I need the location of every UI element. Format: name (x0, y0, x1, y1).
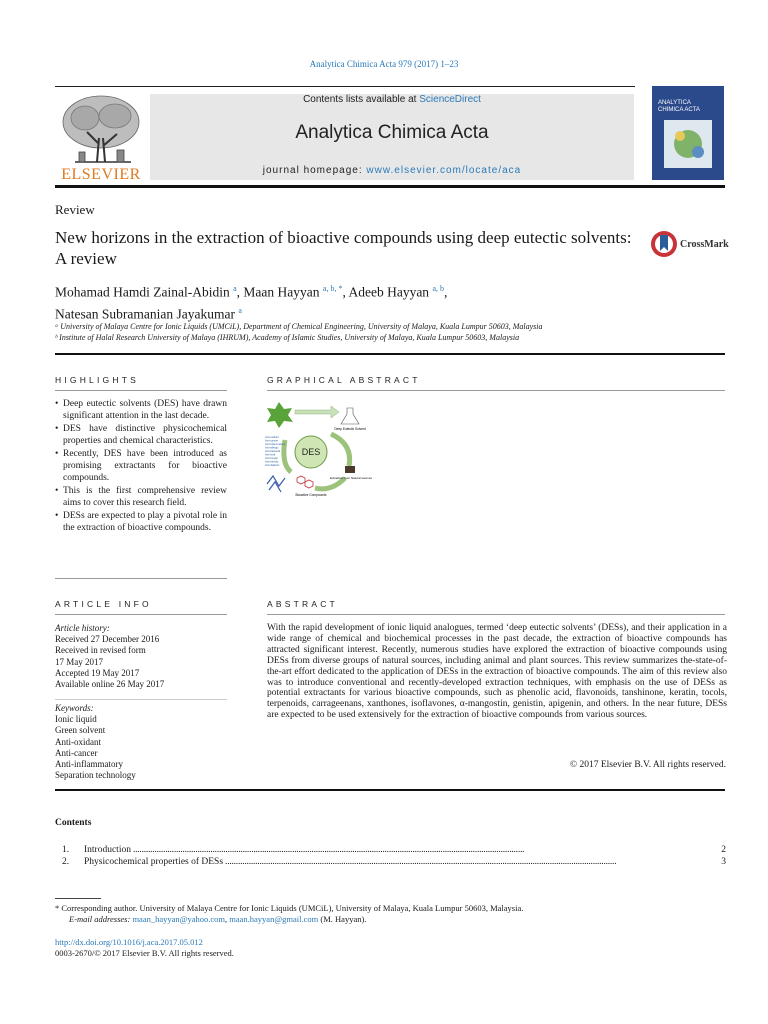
cover-title (658, 100, 700, 114)
article-title: New horizons in the extraction of bioactive compounds using deep eutectic solvents: A review (55, 228, 632, 268)
journal-title: Analytica Chimica Acta (295, 122, 489, 143)
journal-homepage-link[interactable]: www.elsevier.com/locate/aca (366, 165, 522, 176)
graphical-abstract-rule (267, 390, 725, 391)
section-rule (55, 353, 725, 355)
ga-left-list-item: Anti-oxidant (265, 436, 279, 439)
keyword: Green solvent (55, 725, 106, 736)
ga-label-bottom: Bioactive Compounds (295, 493, 327, 497)
highlights-rule (55, 390, 227, 391)
toc-page: 3 (721, 857, 726, 867)
history-line: Received 27 December 2016 (55, 634, 160, 645)
list-item: • DES have distinctive physicochemical properties and chemical characteristics. (55, 423, 227, 448)
author-name[interactable]: Adeeb Hayyan (348, 284, 430, 300)
cover-artwork (660, 116, 716, 172)
issn-line: 0003-2670/© 2017 Elsevier B.V. All rights reserved. (55, 948, 234, 958)
toc-leader (225, 857, 714, 867)
journal-cover-thumbnail (652, 86, 724, 180)
highlights-bottom-rule (55, 578, 227, 579)
ga-left-list-item: Anti-inflammatory (265, 443, 286, 446)
section-rule (55, 789, 725, 791)
author-separator: , (444, 284, 448, 300)
affiliation-a: ᵃ University of Malaya Centre for Ionic Liquids (UMCiL), Department of Chemical Engineering, University of Malaya, Kuala Lumpur 50603, Malaysia (55, 322, 543, 331)
homepage-prefix: journal homepage: (262, 165, 367, 176)
ga-left-list-item: Anti-viral (265, 453, 276, 457)
author-separator: , (236, 284, 244, 300)
sciencedirect-link[interactable]: ScienceDirect (419, 94, 481, 105)
contents-heading: Contents (55, 818, 92, 828)
toc-entry[interactable] (62, 845, 726, 855)
ga-left-list-item: Anti-allergic (265, 446, 279, 450)
author-affiliation-marker[interactable]: a, b, * (322, 284, 343, 293)
keywords-rule (55, 699, 227, 700)
article-history-label: Article history: (55, 623, 110, 633)
graphical-abstract-figure (265, 400, 377, 500)
highlights-list (55, 398, 227, 534)
list-item: • Deep eutectic solvents (DES) have drawn significant attention in the last decade. (55, 398, 227, 423)
highlights-heading: HIGHLIGHTS (55, 375, 139, 385)
ga-left-list-item: Anti-fungal (265, 457, 278, 460)
abstract-rule (267, 614, 725, 615)
author-list (55, 280, 695, 323)
ga-left-list-item: Anti-obesity (265, 460, 279, 464)
email-suffix: (M. Hayyan). (318, 914, 367, 924)
affiliation-b: ᵇ Institute of Halal Research University of Malaya (IHRUM), Academy of Islamic Studies, University of Malaya, Kuala Lumpur 50603, Malaysia (55, 333, 520, 342)
toc-entry[interactable] (62, 857, 726, 867)
abstract-text: With the rapid development of ionic liquid analogues, termed ‘deep eutectic solvents’ (DESs), and their application in a wide range of chemical and biochemical processes in the past decade, the extraction of bioactive compounds has attracted significant interest. Recently, numerous studies have explored the extraction of bioactive compounds using DESs from diverse groups of natural sources, including animal and plant sources. This review summarizes the-state-of-the-art effort dedicated to the application of DESs in the extraction of bioactive compounds. The aim of this review also was to introduce conventional and recently-developed extraction techniques, with emphasis on the use of DESs as potential extractants for various bioactive compounds, such as phenolic acid, flavonoids, tanshinone, keratin, tocols, terpenoids, carrageenans, xanthones, isoflavones, α-mangostin, genistin, apigenin, and others. In the near future, DESs are expected to be used extensively for the extraction of bioactive compounds from various sources. (267, 623, 727, 721)
keyword: Anti-cancer (55, 747, 98, 758)
email-line (55, 914, 739, 925)
keyword: Ionic liquid (55, 714, 97, 725)
toc-title[interactable]: Introduction (84, 845, 131, 855)
corresponding-author-note: * Corresponding author. University of Malaya Centre for Ionic Liquids (UMCiL), University of Malaya, Kuala Lumpur 50603, Malaysia. (55, 903, 524, 913)
list-item: • This is the first comprehensive review aims to cover this research field. (55, 485, 227, 510)
email-link[interactable]: maan.hayyan@gmail.com (229, 914, 319, 924)
toc-title[interactable]: Physicochemical properties of DESs (84, 857, 224, 867)
ga-label-right: Extraction from Natural sources (329, 476, 373, 480)
author-name[interactable]: Natesan Subramanian Jayakumar (55, 306, 235, 321)
history-line: Accepted 19 May 2017 (55, 667, 140, 678)
keyword: Anti-inflammatory (55, 759, 123, 770)
masthead-top-rule (55, 86, 635, 87)
email-label: E-mail addresses: (69, 914, 133, 924)
abstract-copyright: © 2017 Elsevier B.V. All rights reserved. (569, 760, 726, 770)
keyword: Anti-oxidant (55, 736, 101, 747)
author-affiliation-marker[interactable]: a, b (432, 284, 444, 293)
masthead-bottom-rule (55, 185, 725, 188)
keywords-label: Keywords: (55, 703, 94, 713)
list-item: • Recently, DES have been introduced as promising extractants for bioactive compounds. (55, 448, 227, 485)
history-line: 17 May 2017 (55, 656, 103, 667)
ga-left-list-item: Anti-diabetic (265, 464, 280, 467)
author-separator: , (342, 284, 349, 300)
cover-title-line2: CHIMICA ACTA (658, 107, 700, 113)
article-history (55, 623, 235, 690)
toc-page: 2 (721, 845, 726, 855)
keywords (55, 703, 235, 781)
abstract-heading: ABSTRACT (267, 599, 338, 609)
toc-leader (133, 845, 714, 855)
email-link[interactable]: maan_hayyan@yahoo.com (132, 914, 225, 924)
footnote-rule (55, 898, 101, 899)
list-item: • DESs are expected to play a pivotal role in the extraction of bioactive compounds. (55, 510, 227, 535)
ga-center-label: DES (301, 447, 321, 457)
toc-number: 1. (62, 845, 70, 855)
toc-number: 2. (62, 857, 70, 867)
history-line: Available online 26 May 2017 (55, 679, 165, 690)
graphical-abstract-heading: GRAPHICAL ABSTRACT (267, 375, 421, 385)
article-info-heading: ARTICLE INFO (55, 599, 152, 609)
contents-available-line (150, 94, 634, 105)
author-name[interactable]: Maan Hayyan (243, 284, 320, 300)
keyword: Separation technology (55, 770, 136, 781)
doi-link[interactable]: http://dx.doi.org/10.1016/j.aca.2017.05.012 (55, 937, 203, 947)
author-name[interactable]: Mohamad Hamdi Zainal-Abidin (55, 284, 230, 300)
author-affiliation-marker[interactable]: a (238, 305, 242, 315)
cover-title-line1: ANALYTICA (658, 100, 691, 106)
ga-left-list-item: Anti-bacterial (265, 450, 281, 453)
author-affiliation-marker[interactable]: a (233, 284, 237, 293)
running-header: Analytica Chimica Acta 979 (2017) 1–23 (309, 59, 459, 69)
article-type: Review (55, 202, 95, 217)
journal-homepage-line (150, 165, 634, 176)
article-info-rule (55, 614, 227, 615)
ga-label-top: Deep Eutectic Solvent (334, 427, 366, 431)
ga-left-list-item: Anti-cancer (265, 439, 279, 443)
email-separator: , (225, 914, 230, 924)
history-line: Received in revised form (55, 645, 146, 656)
contents-prefix: Contents lists available at (303, 94, 420, 105)
publisher-name: ELSEVIER (61, 166, 141, 183)
crossmark-label: CrossMark (680, 239, 729, 250)
